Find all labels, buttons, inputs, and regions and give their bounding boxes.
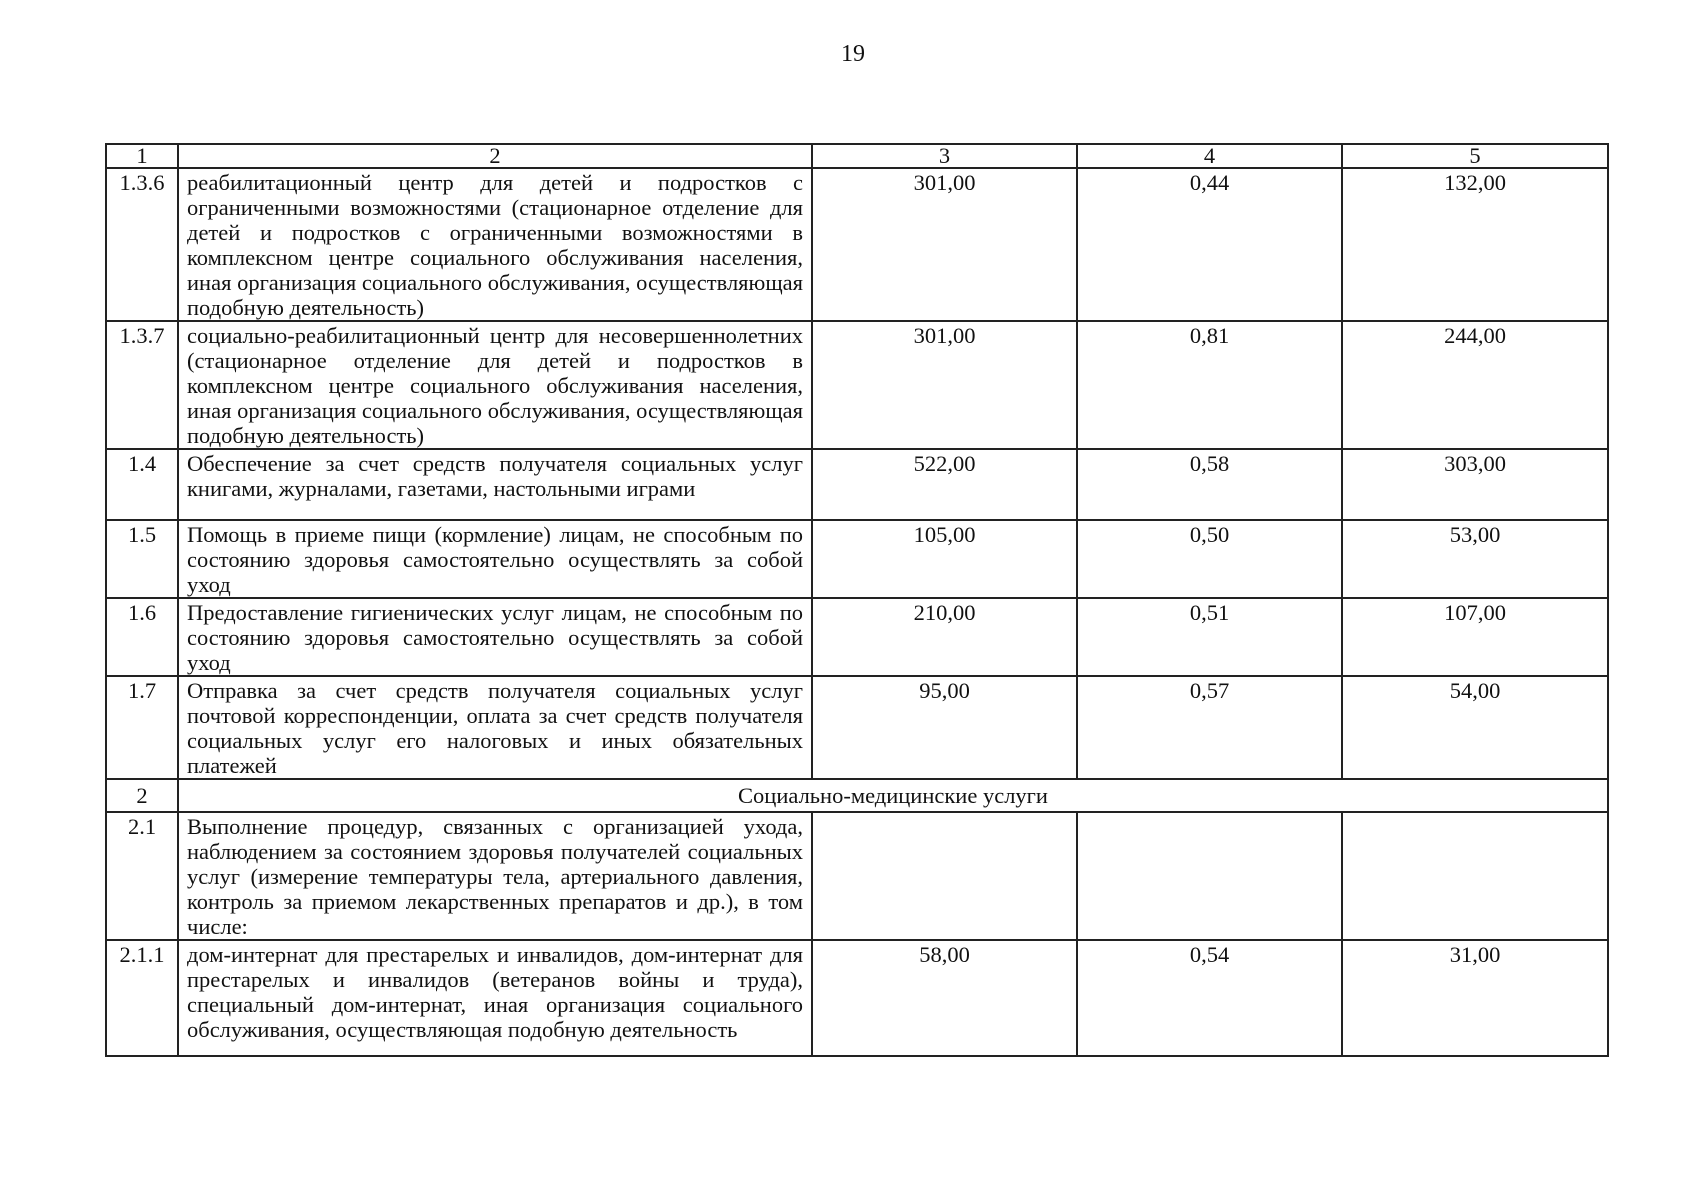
header-cell-3: 3	[812, 144, 1077, 168]
row-number: 2.1	[106, 812, 178, 940]
table-row	[106, 598, 1608, 676]
row-value-col3: 210,00	[812, 598, 1077, 676]
row-description: реабилитационный центр для детей и подростков с ограниченными возможностями (стационарное отделение для детей и подростков с ограниченными возможностями в комплексном центре социального обслуживания населения, иная организация социального обслуживания, осуществляющая подобную деятельность)	[178, 168, 812, 321]
row-value-col4: 0,81	[1077, 321, 1342, 449]
row-number: 1.6	[106, 598, 178, 676]
row-description: Помощь в приеме пищи (кормление) лицам, не способным по состоянию здоровья самостоятельно осуществлять за собой уход	[178, 520, 812, 598]
row-number: 1.7	[106, 676, 178, 779]
table-row	[106, 676, 1608, 779]
row-value-col3: 301,00	[812, 321, 1077, 449]
row-number: 1.5	[106, 520, 178, 598]
row-value-col5: 132,00	[1342, 168, 1608, 321]
row-value-col4: 0,44	[1077, 168, 1342, 321]
section-number: 2	[106, 779, 178, 812]
header-cell-4: 4	[1077, 144, 1342, 168]
row-value-col5: 31,00	[1342, 940, 1608, 1056]
row-value-col4: 0,54	[1077, 940, 1342, 1056]
row-value-col4: 0,50	[1077, 520, 1342, 598]
row-value-col3: 301,00	[812, 168, 1077, 321]
row-value-col5: 53,00	[1342, 520, 1608, 598]
table-header-row	[106, 144, 1608, 168]
row-description: Отправка за счет средств получателя социальных услуг почтовой корреспонденции, оплата за счет средств получателя социальных услуг его налоговых и иных обязательных платежей	[178, 676, 812, 779]
tariff-table	[105, 143, 1609, 1057]
row-number: 2.1.1	[106, 940, 178, 1056]
section-title: Социально-медицинские услуги	[178, 779, 1608, 812]
table-row	[106, 812, 1608, 940]
row-value-col5: 244,00	[1342, 321, 1608, 449]
page-number: 19	[841, 41, 865, 67]
row-description: социально-реабилитационный центр для несовершеннолетних (стационарное отделение для детей и подростков в комплексном центре социального обслуживания населения, иная организация социального обслуживания, осуществляющая подобную деятельность)	[178, 321, 812, 449]
row-value-col4: 0,57	[1077, 676, 1342, 779]
row-description: Предоставление гигиенических услуг лицам, не способным по состоянию здоровья самостоятельно осуществлять за собой уход	[178, 598, 812, 676]
row-value-col4	[1077, 812, 1342, 940]
table-row	[106, 940, 1608, 1056]
table-row	[106, 321, 1608, 449]
row-value-col3: 95,00	[812, 676, 1077, 779]
section-row	[106, 779, 1608, 812]
table-row	[106, 168, 1608, 321]
row-value-col5: 54,00	[1342, 676, 1608, 779]
row-value-col4: 0,51	[1077, 598, 1342, 676]
header-cell-5: 5	[1342, 144, 1608, 168]
row-value-col3: 105,00	[812, 520, 1077, 598]
row-number: 1.4	[106, 449, 178, 520]
row-value-col3	[812, 812, 1077, 940]
table-row	[106, 449, 1608, 520]
header-cell-2: 2	[178, 144, 812, 168]
row-description: Обеспечение за счет средств получателя социальных услуг книгами, журналами, газетами, настольными играми	[178, 449, 812, 520]
row-number: 1.3.6	[106, 168, 178, 321]
row-value-col3: 522,00	[812, 449, 1077, 520]
row-value-col5: 303,00	[1342, 449, 1608, 520]
row-value-col5	[1342, 812, 1608, 940]
row-value-col5: 107,00	[1342, 598, 1608, 676]
row-description: Выполнение процедур, связанных с организацией ухода, наблюдением за состоянием здоровья получателей социальных услуг (измерение температуры тела, артериального давления, контроль за приемом лекарственных препаратов и др.), в том числе:	[178, 812, 812, 940]
row-value-col4: 0,58	[1077, 449, 1342, 520]
row-value-col3: 58,00	[812, 940, 1077, 1056]
row-description: дом-интернат для престарелых и инвалидов, дом-интернат для престарелых и инвалидов (ветеранов войны и труда), специальный дом-интернат, иная организация социального обслуживания, осуществляющая подобную деятельность	[178, 940, 812, 1056]
header-cell-1: 1	[106, 144, 178, 168]
row-number: 1.3.7	[106, 321, 178, 449]
table-row	[106, 520, 1608, 598]
